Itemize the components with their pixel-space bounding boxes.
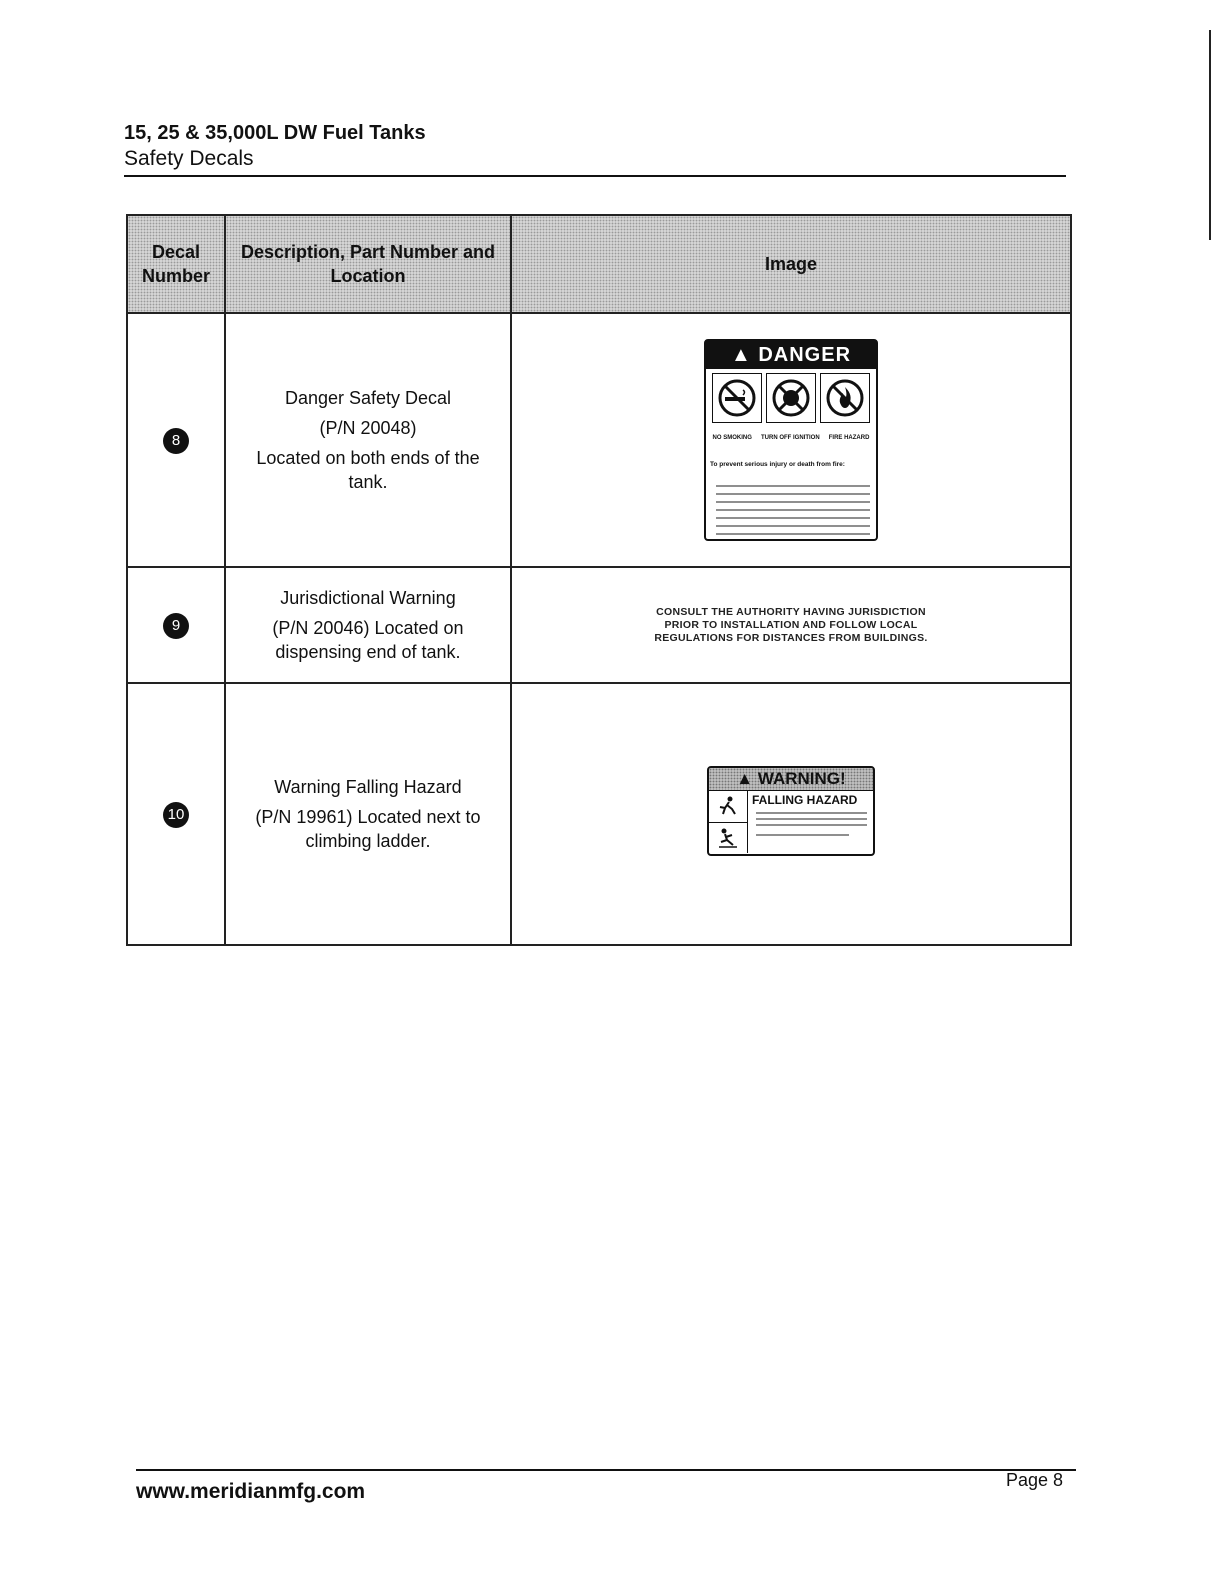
- warning-heading: [709, 768, 873, 791]
- margin-rule: [1209, 30, 1211, 240]
- danger-prevent-text: To prevent serious injury or death from fire:: [710, 461, 845, 468]
- decal-image-cell: [511, 313, 1071, 567]
- danger-label: FIRE HAZARD: [828, 435, 870, 441]
- decal-description-cell: [225, 683, 511, 945]
- danger-label: TURN OFF IGNITION: [760, 435, 820, 441]
- footer-divider: [136, 1469, 1076, 1471]
- danger-icons: [706, 369, 876, 423]
- section-title: Safety Decals: [124, 147, 254, 170]
- fine-print-line: [716, 517, 870, 519]
- page-header: [124, 120, 1066, 177]
- warning-triangle-icon: ▲: [736, 769, 754, 788]
- table-row: [127, 683, 1071, 945]
- decal-number-cell: [127, 683, 225, 945]
- warning-decal-image: [707, 766, 875, 856]
- decal-image-cell: [511, 683, 1071, 945]
- danger-decal-image: [704, 339, 878, 541]
- warning-text: [748, 791, 873, 853]
- table-header-row: [127, 215, 1071, 313]
- decal-number-cell: [127, 567, 225, 683]
- no-smoking-icon: [712, 373, 762, 423]
- fine-print-line: [716, 501, 870, 503]
- decal-part-number: (P/N 19961) Located next to climbing ladder.: [255, 807, 481, 851]
- table-row: [127, 567, 1071, 683]
- decal-name: Jurisdictional Warning: [280, 588, 456, 608]
- warning-body: [709, 791, 873, 853]
- danger-heading-text: DANGER: [758, 344, 852, 366]
- table-row: [127, 313, 1071, 567]
- fine-print-line: [716, 533, 870, 535]
- decal-description-cell: [225, 313, 511, 567]
- decal-image-cell: [511, 567, 1071, 683]
- jurisdiction-decal-image: [522, 606, 1060, 645]
- fine-print-line: [716, 485, 870, 487]
- fine-print-line: [756, 834, 849, 836]
- decal-part-number: (P/N 20046) Located on dispensing end of tank.: [272, 618, 464, 662]
- decal-name: Danger Safety Decal: [284, 388, 452, 408]
- fine-print-line: [716, 525, 870, 527]
- column-header-decal-number: Decal Number: [127, 215, 225, 313]
- danger-label: NO SMOKING: [712, 435, 752, 441]
- falling-person-icon: [709, 822, 747, 854]
- decal-number-cell: [127, 313, 225, 567]
- warning-icons: [709, 791, 748, 853]
- footer-website: www.meridianmfg.com: [136, 1480, 366, 1503]
- column-header-description: Description, Part Number and Location: [225, 215, 511, 313]
- fine-print-line: [756, 818, 867, 820]
- decal-description-cell: [225, 567, 511, 683]
- fine-print-line: [756, 824, 867, 826]
- decal-part-number: (P/N 20048): [319, 418, 417, 438]
- danger-icon-labels: [706, 426, 876, 450]
- warning-hazard-title: FALLING HAZARD: [752, 793, 858, 807]
- page-number: Page 8: [1006, 1470, 1064, 1490]
- jurisdiction-line: PRIOR TO INSTALLATION AND FOLLOW LOCAL: [664, 618, 918, 631]
- safety-decals-table: [126, 214, 1072, 946]
- decal-location: Located on both ends of the tank.: [256, 448, 480, 492]
- decal-number-badge: 9: [163, 613, 189, 639]
- fine-print-line: [716, 493, 870, 495]
- warning-heading-text: WARNING!: [757, 769, 846, 788]
- falling-person-icon: [709, 791, 747, 822]
- header-divider: [124, 175, 1066, 177]
- column-header-image: Image: [511, 215, 1071, 313]
- jurisdiction-line: CONSULT THE AUTHORITY HAVING JURISDICTION: [656, 605, 926, 618]
- document-title: 15, 25 & 35,000L DW Fuel Tanks: [124, 122, 426, 144]
- fine-print-line: [716, 509, 870, 511]
- danger-heading: [706, 341, 876, 369]
- jurisdiction-line: REGULATIONS FOR DISTANCES FROM BUILDINGS.: [654, 631, 928, 644]
- decal-number-badge: 8: [163, 428, 189, 454]
- warning-triangle-icon: ▲: [730, 344, 752, 366]
- fine-print-line: [756, 812, 867, 814]
- no-fire-icon: [820, 373, 870, 423]
- decal-number-badge: 10: [163, 802, 189, 828]
- no-ignition-icon: [766, 373, 816, 423]
- decal-name: Warning Falling Hazard: [274, 777, 462, 797]
